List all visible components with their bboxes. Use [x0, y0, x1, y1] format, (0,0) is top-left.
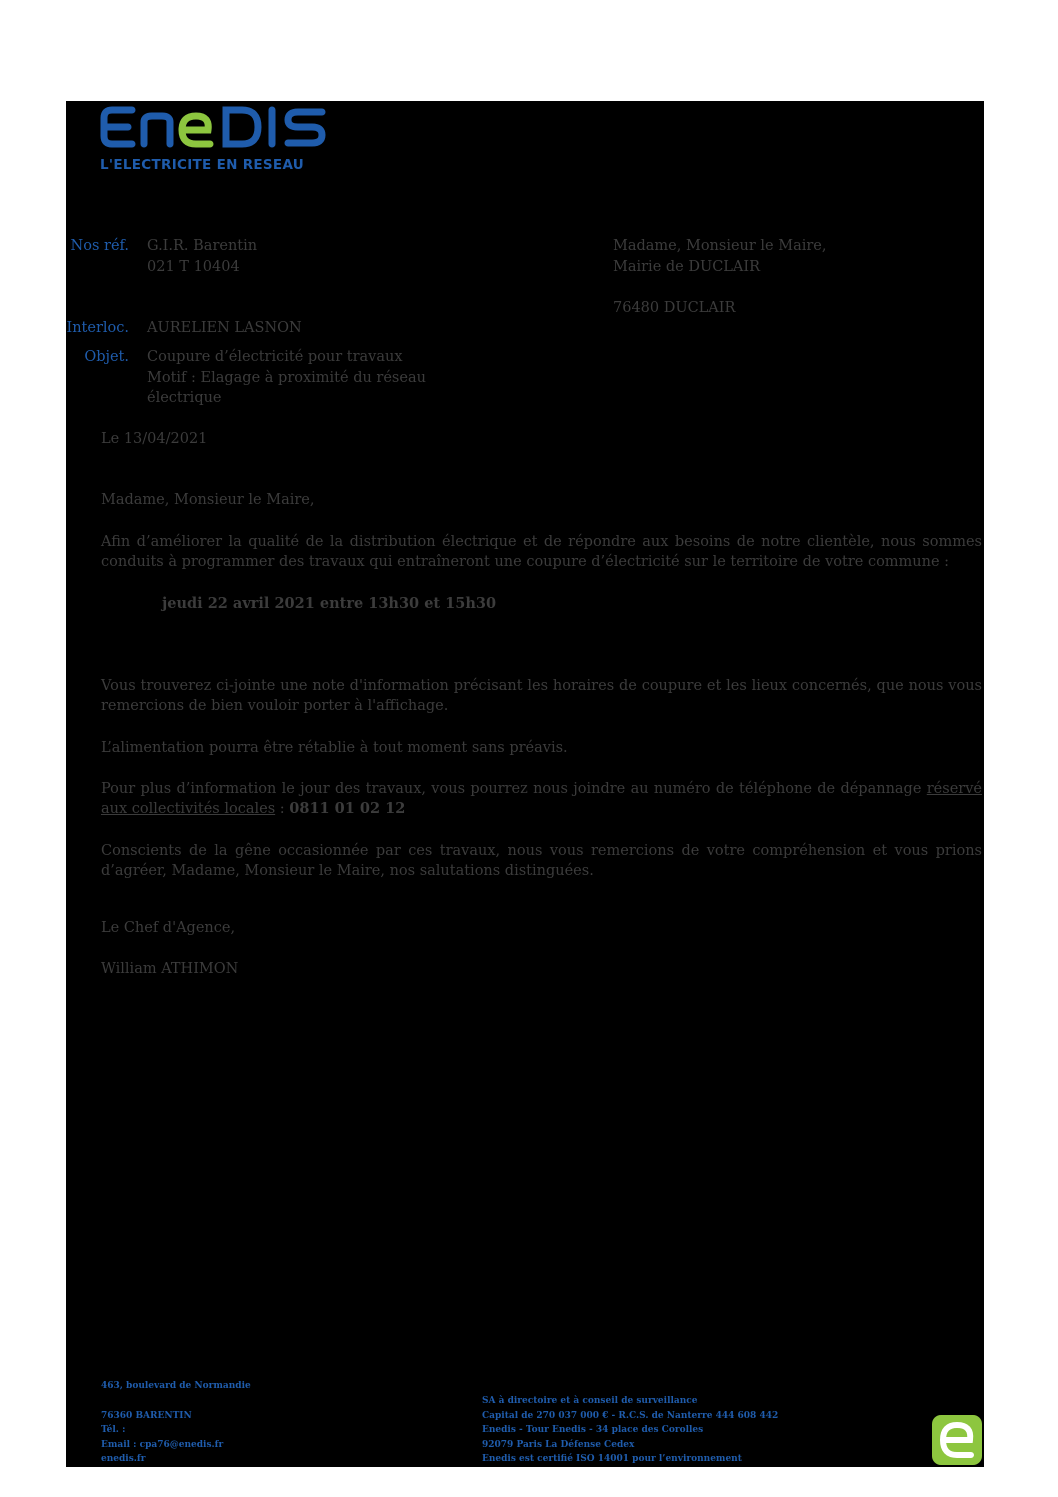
logo-tagline: L'ELECTRICITE EN RESEAU [100, 157, 305, 173]
footer-email: Email : cpa76@enedis.fr [101, 1440, 224, 1450]
recipient-line-3: 76480 DUCLAIR [613, 300, 736, 316]
footer-address-1: 463, boulevard de Normandie [101, 1381, 251, 1391]
paragraph-contact [101, 779, 982, 819]
enedis-logo [100, 104, 330, 159]
interloc-label: Interloc. [66, 320, 129, 336]
legal-line-3: Enedis - Tour Enedis - 34 place des Corolles [482, 1425, 704, 1435]
contact-separator: : [275, 801, 290, 817]
enedis-e-icon [932, 1415, 982, 1465]
footer-tel: Tél. : [101, 1425, 126, 1435]
ref-label: Nos réf. [70, 238, 129, 254]
legal-line-4: 92079 Paris La Défense Cedex [482, 1440, 635, 1450]
ref-line-1: G.I.R. Barentin [147, 238, 258, 254]
paragraph-notice: Vous trouverez ci-jointe une note d'information précisant les horaires de coupure et les lieux concernés, que nous vous remercions de bien vouloir porter à l'affichage. [101, 678, 982, 714]
outage-schedule: jeudi 22 avril 2021 entre 13h30 et 15h30 [162, 595, 497, 612]
contact-phone: 0811 01 02 12 [289, 800, 406, 817]
interloc-value: AURELIEN LASNON [147, 320, 302, 336]
enedis-logo-mark [100, 104, 330, 152]
objet-line-1: Coupure d’électricité pour travaux [147, 349, 403, 365]
recipient-line-2: Mairie de DUCLAIR [613, 259, 761, 275]
footer-website: enedis.fr [101, 1454, 146, 1464]
paragraph-restoration: L’alimentation pourra être rétablie à tout moment sans préavis. [101, 740, 568, 756]
paragraph-closing: Conscients de la gêne occasionnée par ces travaux, nous vous remercions de votre compréhension et vous prions d’agréer, Madame, Monsieur le Maire, nos salutations distinguées. [101, 843, 982, 879]
objet-label: Objet. [84, 349, 129, 365]
objet-line-2: Motif : Elagage à proximité du réseau [147, 370, 426, 386]
letter-date: Le 13/04/2021 [101, 431, 208, 447]
legal-line-1: SA à directoire et à conseil de surveillance [482, 1396, 698, 1406]
legal-line-2: Capital de 270 037 000 € - R.C.S. de Nanterre 444 608 442 [482, 1411, 779, 1421]
ref-line-2: 021 T 10404 [147, 259, 240, 275]
signatory-name: William ATHIMON [101, 961, 239, 977]
closing-title: Le Chef d'Agence, [101, 920, 236, 936]
recipient-line-1: Madame, Monsieur le Maire, [613, 238, 827, 254]
letter-salutation: Madame, Monsieur le Maire, [101, 492, 315, 508]
objet-line-3: électrique [147, 390, 222, 406]
contact-reserved-note: réservé aux collectivités locales [101, 781, 982, 817]
footer-address-2: 76360 BARENTIN [101, 1411, 192, 1421]
legal-line-5: Enedis est certifié ISO 14001 pour l’environnement [482, 1454, 742, 1464]
contact-text: Pour plus d’information le jour des travaux, vous pourrez nous joindre au numéro de téléphone de dépannage [101, 781, 927, 797]
paragraph-intro: Afin d’améliorer la qualité de la distribution électrique et de répondre aux besoins de notre clientèle, nous sommes conduits à programmer des travaux qui entraîneront une coupure d’électricité sur le territoire de votre commune : [101, 534, 982, 570]
